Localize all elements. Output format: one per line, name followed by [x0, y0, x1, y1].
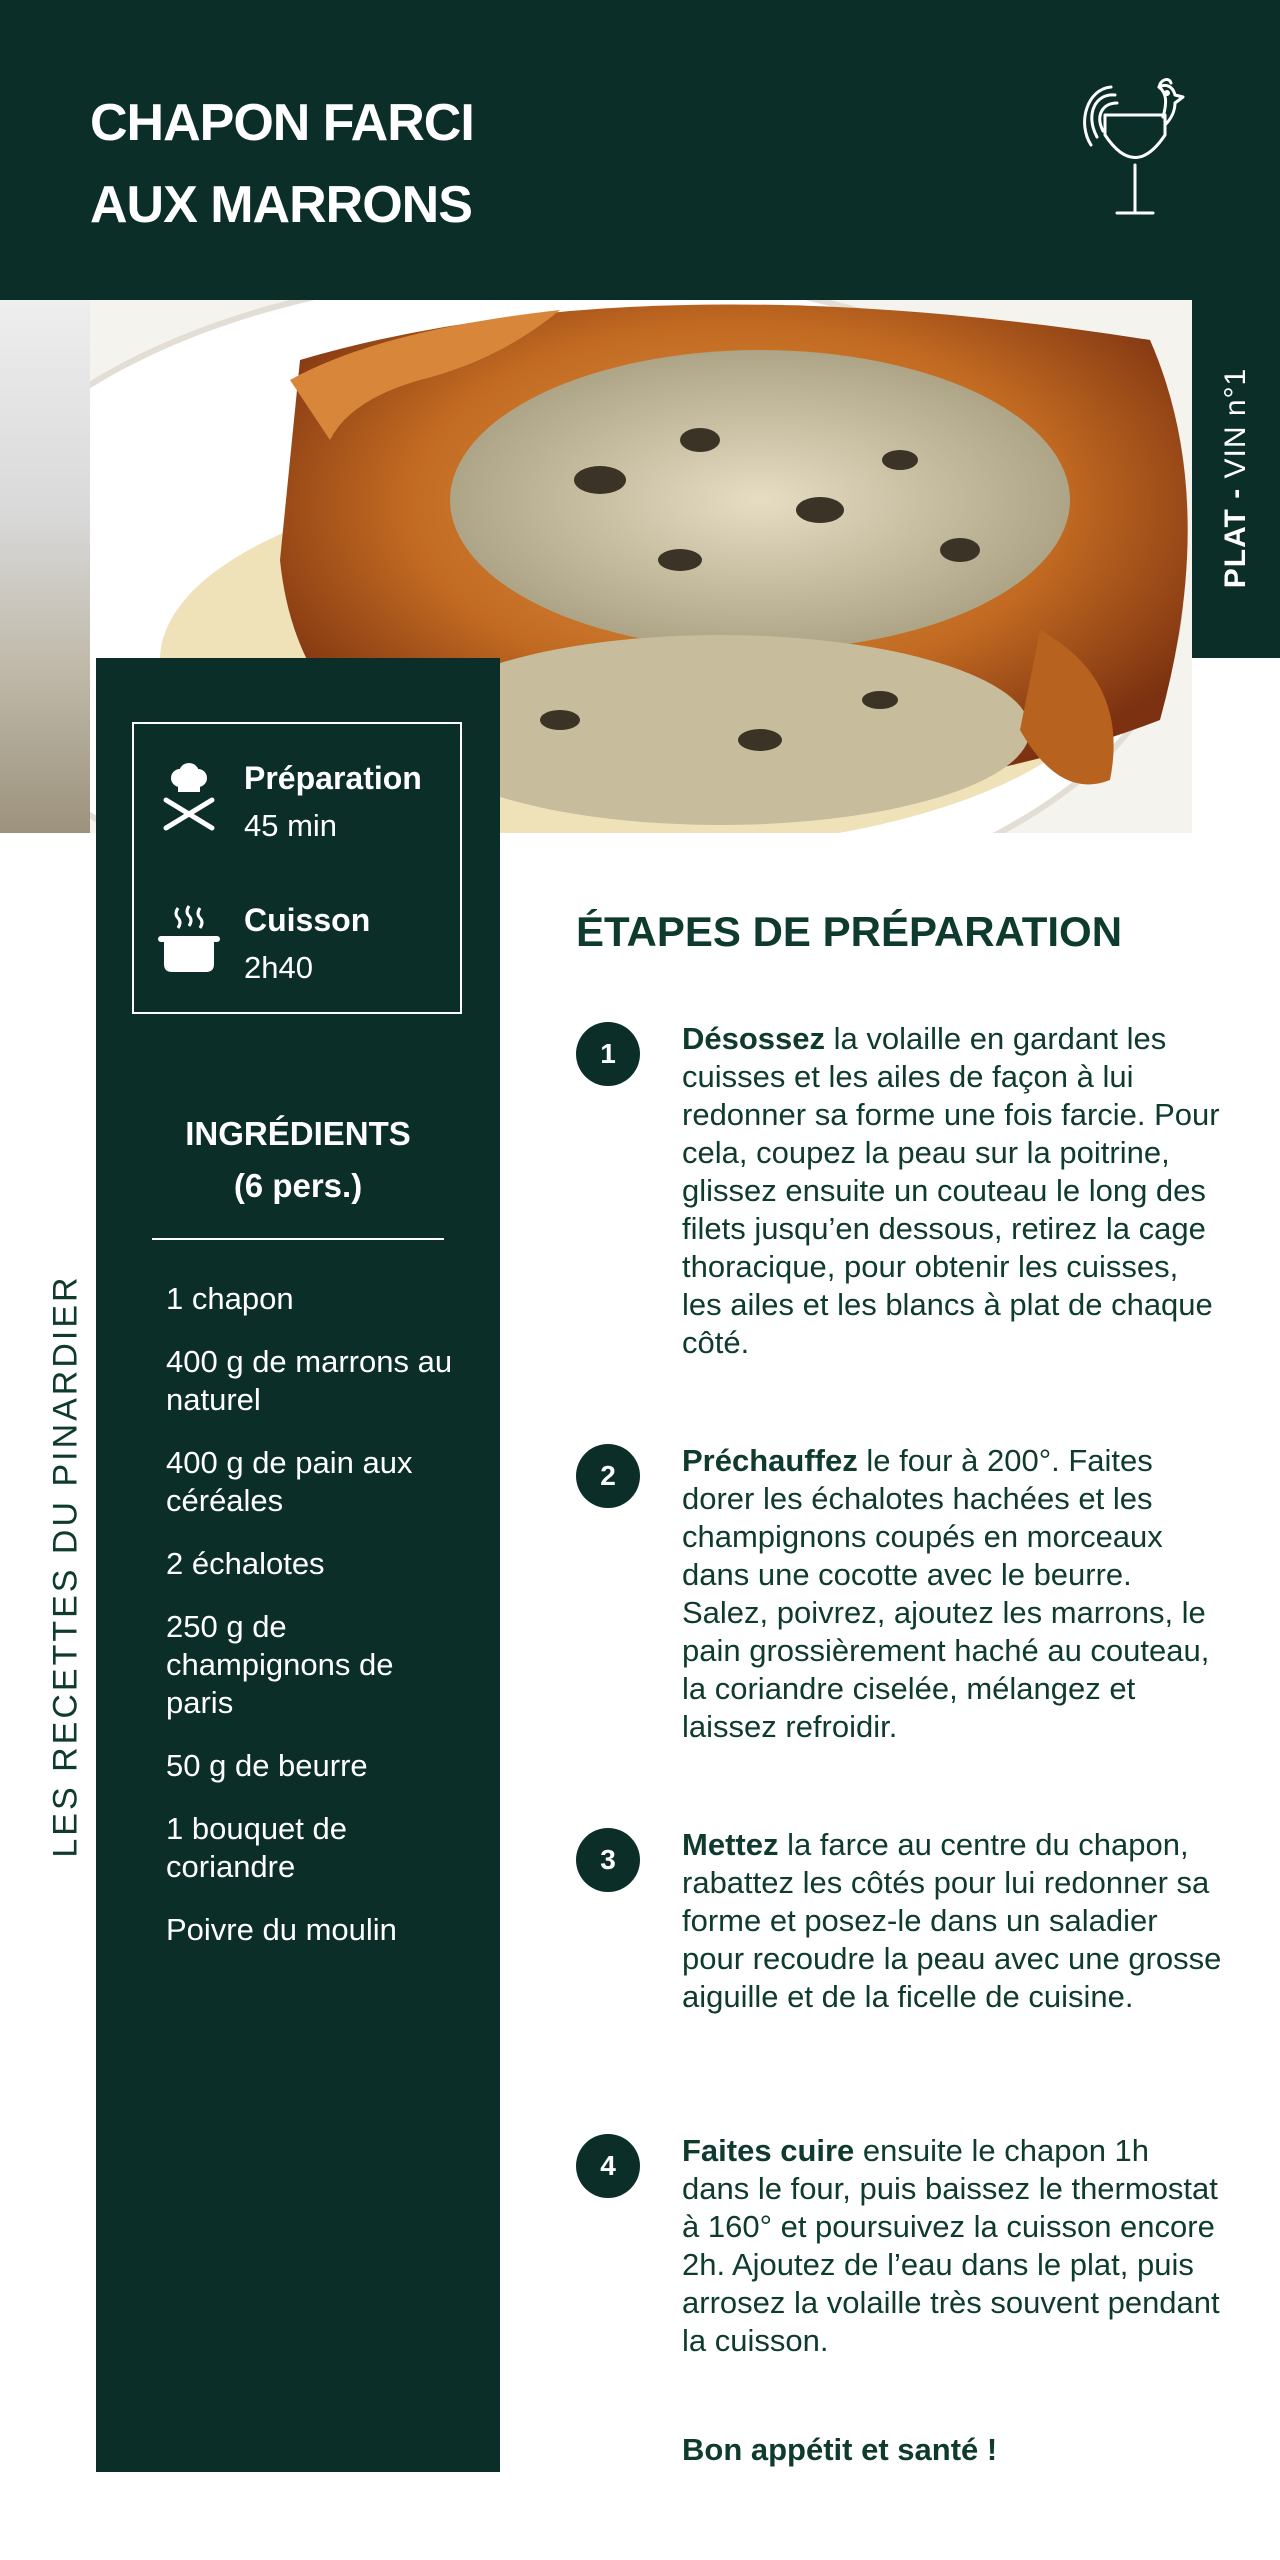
ingredients-panel: [96, 658, 500, 2472]
cook-value: 2h40: [244, 950, 313, 985]
title-line-1: CHAPON FARCI: [90, 94, 474, 152]
cook-time-row: [154, 896, 454, 996]
step-lead: Préchauffez: [682, 1443, 858, 1478]
step-text: [682, 1020, 1222, 1362]
closing-greeting: Bon appétit et santé !: [682, 2432, 998, 2467]
course-type: PLAT -: [1219, 478, 1252, 589]
step-body: ensuite le chapon 1h dans le four, puis baissez le thermostat à 160° et poursuivez la cuisson encore 2h. Ajoutez de l’eau dans le plat, puis arrosez la volaille très souvent pendant la cuisson.: [682, 2133, 1220, 2358]
time-box: [132, 722, 462, 1014]
rooster-wine-glass-icon: [1075, 75, 1195, 225]
ingredient-item: 400 g de pain aux céréales: [166, 1445, 413, 1518]
step-lead: Désossez: [682, 1021, 826, 1056]
ingredient-item: 1 bouquet de coriandre: [166, 1811, 348, 1884]
step-lead: Faites cuire: [682, 2133, 855, 2168]
ingredient-item: Poivre du moulin: [166, 1912, 397, 1947]
cook-label: Cuisson: [244, 902, 371, 938]
step-text: [682, 1826, 1222, 2016]
title-line-2: AUX MARRONS: [90, 176, 472, 234]
ingredient-item: 1 chapon: [166, 1281, 294, 1316]
step-body: le four à 200°. Faites dorer les échalotes hachées et les champignons coupés en morceaux dans une cocotte avec le beurre. Salez, poivrez, ajoutez les marrons, le pain grossièrement haché au couteau, la coriandre ciselée, mélangez et laissez refroidir.: [682, 1443, 1210, 1744]
chef-hat-utensils-icon: [154, 762, 224, 832]
step-lead: Mettez: [682, 1827, 779, 1862]
prep-time-row: [154, 754, 454, 854]
course-tab: [1192, 300, 1280, 658]
header-banner: [0, 0, 1280, 300]
step-number-badge: 4: [576, 2134, 640, 2198]
steps-heading: ÉTAPES DE PRÉPARATION: [576, 908, 1123, 955]
ingredients-list: [166, 1280, 466, 1974]
brand-vertical-text: LES RECETTES DU PINARDIER: [46, 1274, 85, 1858]
ingredients-title: INGRÉDIENTS: [185, 1115, 411, 1152]
course-tab-label: [1219, 368, 1253, 588]
ingredient-item: 400 g de marrons au naturel: [166, 1344, 453, 1417]
recipe-title: [90, 82, 790, 246]
wine-number: VIN n°1: [1219, 367, 1252, 479]
ingredient-item: 250 g de champignons de paris: [166, 1609, 394, 1720]
step-body: la farce au centre du chapon, rabattez les côtés pour lui redonner sa forme et posez-le dans un saladier pour recoudre la peau avec une grosse aiguille et de la ficelle de cuisine.: [682, 1827, 1222, 2014]
step-text: [682, 1442, 1222, 1746]
ingredients-servings: (6 pers.): [233, 1167, 363, 1204]
ingredients-divider: [152, 1238, 444, 1240]
cooking-pot-icon: [154, 904, 224, 974]
step-number-badge: 3: [576, 1828, 640, 1892]
step-body: la volaille en gardant les cuisses et les ailes de façon à lui redonner sa forme une fois farcie. Pour cela, coupez la peau sur la poitrine, glissez ensuite un couteau le long des filets jusqu’en dessous, retirez la cage thoracique, pour obtenir les cuisses, les ailes et les blancs à plat de chaque côté.: [682, 1021, 1220, 1360]
prep-label: Préparation: [244, 760, 422, 796]
plate-edge-detail: [0, 300, 90, 833]
ingredient-item: 2 échalotes: [166, 1546, 325, 1581]
ingredients-heading: [96, 1108, 500, 1212]
ingredient-item: 50 g de beurre: [166, 1748, 368, 1783]
prep-value: 45 min: [244, 808, 338, 843]
step-text: [682, 2132, 1222, 2360]
step-number-badge: 2: [576, 1444, 640, 1508]
step-number-badge: 1: [576, 1022, 640, 1086]
